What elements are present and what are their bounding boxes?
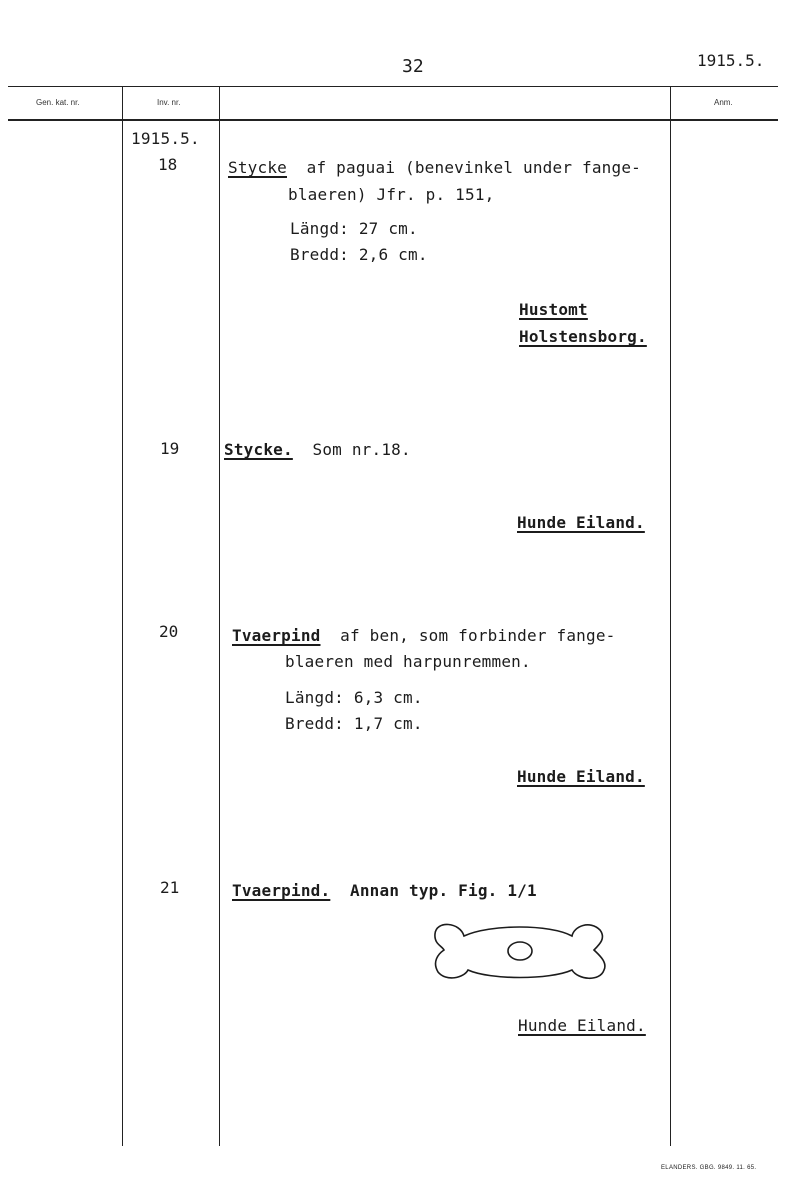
entry-term: Tvaerpind. xyxy=(232,881,331,900)
entry-length: Längd: 27 cm. xyxy=(290,219,418,238)
entry-description: af ben, som forbinder fange- xyxy=(340,626,616,645)
entry-place: Hunde Eiland. xyxy=(518,1016,646,1035)
year-marker: 1915.5. xyxy=(131,129,200,148)
column-header-gen-kat-nr: Gen. kat. nr. xyxy=(36,98,80,107)
entry-number: 18 xyxy=(158,155,178,174)
entry-line-1 xyxy=(224,440,411,459)
header-top-rule xyxy=(8,86,778,87)
column-header-inv-nr: Inv. nr. xyxy=(157,98,181,107)
entry-place-line-2: Holstensborg. xyxy=(519,327,647,346)
entry-width: Bredd: 2,6 cm. xyxy=(290,245,428,264)
entry-number: 20 xyxy=(159,622,179,641)
entry-line-2: blaeren med harpunremmen. xyxy=(285,652,531,671)
entry-line-1 xyxy=(232,881,537,900)
entry-description: Annan typ. Fig. 1/1 xyxy=(350,881,537,900)
page-reference: 1915.5. xyxy=(697,51,765,70)
column-header-anm: Anm. xyxy=(714,98,733,107)
printer-imprint: ELANDERS. GBG. 9849. 11. 65. xyxy=(661,1165,757,1171)
entry-term: Stycke xyxy=(228,158,287,177)
entry-line-1 xyxy=(232,626,616,645)
entry-number: 21 xyxy=(160,878,180,897)
entry-number: 19 xyxy=(160,439,180,458)
entry-description: Som nr.18. xyxy=(312,440,411,459)
entry-line-1 xyxy=(228,158,641,177)
entry-place: Hunde Eiland. xyxy=(517,513,645,532)
entry-place-line-1: Hustomt xyxy=(519,300,588,319)
column-divider-2 xyxy=(219,86,220,1146)
entry-width: Bredd: 1,7 cm. xyxy=(285,714,423,733)
page-number: 32 xyxy=(402,56,424,77)
entry-term: Tvaerpind xyxy=(232,626,321,645)
bone-crossbar-figure xyxy=(430,918,610,988)
entry-description: af paguai (benevinkel under fange- xyxy=(306,158,641,177)
column-divider-3 xyxy=(670,86,671,1146)
entry-term: Stycke. xyxy=(224,440,293,459)
entry-line-2: blaeren) Jfr. p. 151, xyxy=(288,185,495,204)
header-bottom-rule xyxy=(8,119,778,121)
column-divider-1 xyxy=(122,86,123,1146)
entry-length: Längd: 6,3 cm. xyxy=(285,688,423,707)
entry-place: Hunde Eiland. xyxy=(517,767,645,786)
